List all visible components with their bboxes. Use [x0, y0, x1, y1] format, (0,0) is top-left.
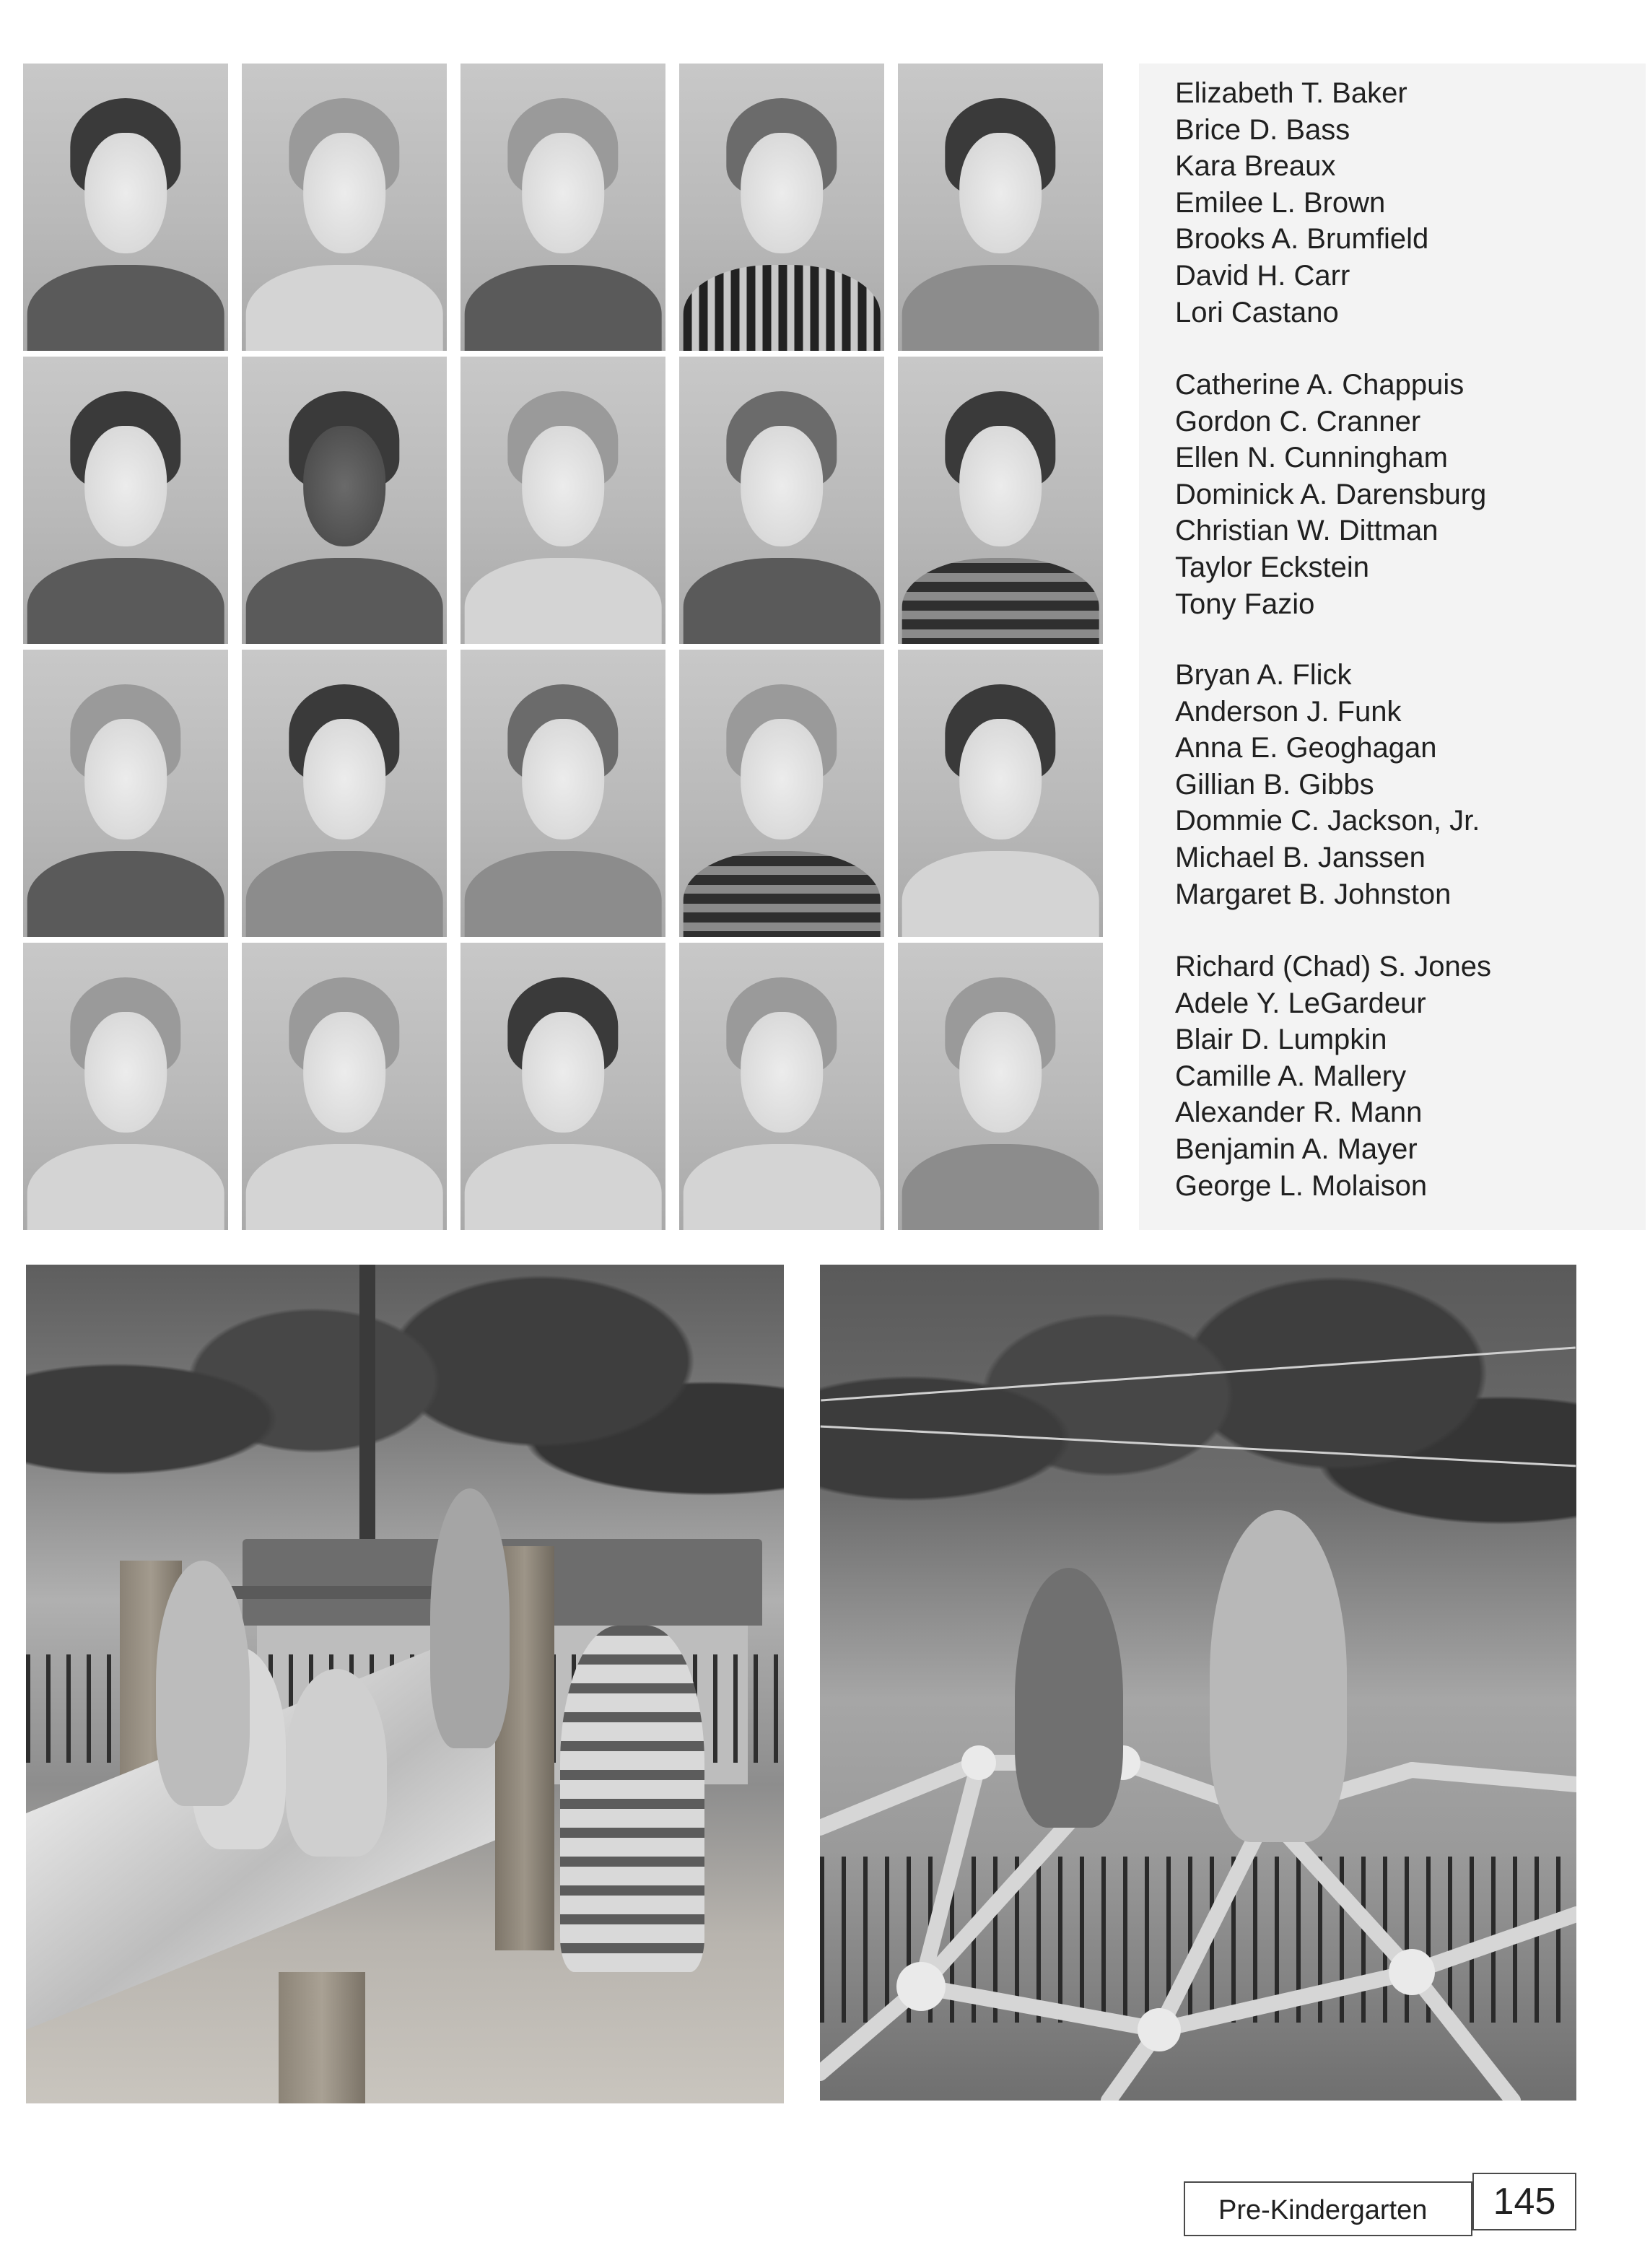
student-portrait [23, 357, 228, 644]
student-portrait [679, 64, 884, 351]
student-name: Anna E. Geoghagan [1175, 732, 1437, 764]
name-group-row-2 [1175, 367, 1637, 622]
student-portrait [679, 357, 884, 644]
dome-struts [820, 1265, 1576, 2101]
name-group-row-3 [1175, 657, 1637, 912]
student-name: Bryan A. Flick [1175, 659, 1352, 691]
student-name: Margaret B. Johnston [1175, 878, 1452, 910]
name-group-row-4 [1175, 948, 1637, 1204]
student-portrait [23, 943, 228, 1230]
student-name: Camille A. Mallery [1175, 1060, 1407, 1092]
student-portrait [898, 943, 1103, 1230]
page-number: 145 [1472, 2173, 1576, 2230]
student-name: David H. Carr [1175, 259, 1350, 292]
student-portrait [242, 357, 447, 644]
student-name: Gillian B. Gibbs [1175, 768, 1374, 801]
name-list-panel [1139, 64, 1646, 1230]
student-name: Catherine A. Chappuis [1175, 369, 1465, 401]
student-name: Blair D. Lumpkin [1175, 1024, 1387, 1056]
student-name: Alexander R. Mann [1175, 1096, 1423, 1129]
student-portrait [242, 650, 447, 937]
student-portrait [679, 650, 884, 937]
student-name: Dommie C. Jackson, Jr. [1175, 805, 1480, 837]
student-name: Christian W. Dittman [1175, 515, 1439, 547]
name-group-row-1 [1175, 75, 1637, 331]
student-portrait [242, 943, 447, 1230]
student-name: Emilee L. Brown [1175, 186, 1386, 219]
student-name: Brooks A. Brumfield [1175, 223, 1429, 256]
student-name: Dominick A. Darensburg [1175, 478, 1487, 510]
student-name: Benjamin A. Mayer [1175, 1133, 1418, 1165]
student-name: Taylor Eckstein [1175, 551, 1369, 583]
student-portrait [460, 650, 665, 937]
student-portrait [23, 650, 228, 937]
student-portrait [460, 64, 665, 351]
section-title: Pre-Kindergarten [1218, 2195, 1428, 2225]
playground-climbing-dome-photo [820, 1265, 1576, 2101]
student-name: Adele Y. LeGardeur [1175, 987, 1426, 1019]
student-name: Ellen N. Cunningham [1175, 442, 1448, 474]
student-name: Brice D. Bass [1175, 113, 1350, 146]
student-name: Richard (Chad) S. Jones [1175, 951, 1491, 982]
student-name: Anderson J. Funk [1175, 695, 1402, 728]
student-portrait [460, 357, 665, 644]
student-name: Michael B. Janssen [1175, 841, 1426, 873]
student-portrait [23, 64, 228, 351]
student-portrait [898, 64, 1103, 351]
student-name: Lori Castano [1175, 296, 1339, 328]
student-name: Gordon C. Cranner [1175, 405, 1421, 437]
portrait-grid [23, 64, 1106, 1230]
student-name: Kara Breaux [1175, 150, 1336, 183]
student-portrait [242, 64, 447, 351]
page-footer [1184, 2173, 1576, 2242]
student-name: Tony Fazio [1175, 588, 1315, 620]
student-portrait [460, 943, 665, 1230]
student-name: George L. Molaison [1175, 1169, 1428, 1202]
student-portrait [898, 650, 1103, 937]
student-name: Elizabeth T. Baker [1175, 77, 1407, 109]
student-portrait [679, 943, 884, 1230]
student-portrait [898, 357, 1103, 644]
playground-slide-photo [26, 1265, 784, 2103]
